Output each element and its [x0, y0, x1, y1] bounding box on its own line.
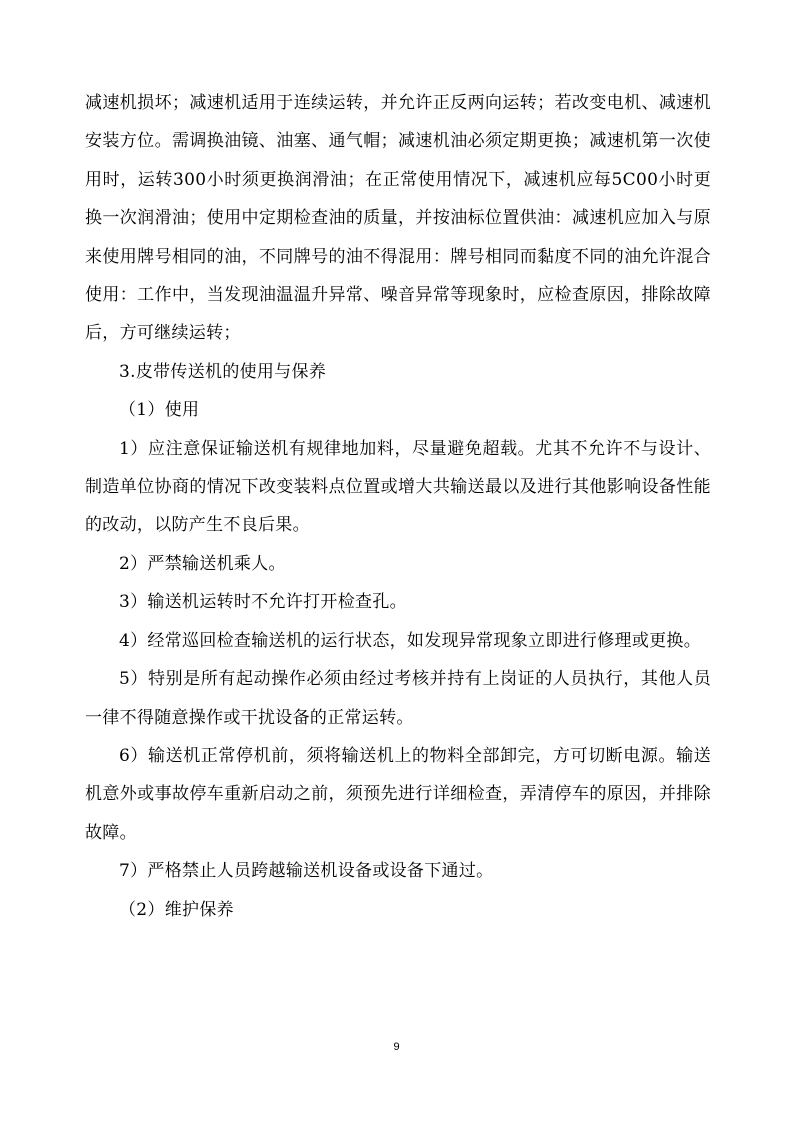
- list-item-6: 6）输送机正常停机前，须将输送机上的物料全部卸完，方可切断电源。输送机意外或事故停车重新启动之前，须预先进行详细检查，弄清停车的原因，并排除故障。: [85, 745, 711, 843]
- document-body: [85, 84, 711, 929]
- paragraph-reducer-maintenance: 减速机损坏；减速机适用于连续运转，并允许正反两向运转；若改变电机、减速机安装方位。需调换油镜、油塞、通气帽；减速机油必须定期更换；减速机第一次使用时，运转300小时须更换润滑油；在正常使用情况下，减速机应每5C00小时更换一次润滑油；使用中定期检查油的质量，并按油标位置供油：减速机应加入与原来使用牌号相同的油，不同牌号的油不得混用：牌号相同而黏度不同的油允许混合使用：工作中，当发现油温温升异常、噪音异常等现象时，应检查原因，排除故障后，方可继续运转；: [85, 93, 711, 344]
- subsection-heading-maintenance: （2）维护保养: [119, 899, 234, 920]
- section-heading-belt-conveyor: 3.皮带传送机的使用与保养: [119, 361, 327, 382]
- list-item-7: 7）严格禁止人员跨越输送机设备或设备下通过。: [119, 861, 494, 882]
- list-item-1: 1）应注意保证输送机有规律地加料，尽量避免超载。尤其不允许不与设计、制造单位协商的情况下改变装料点位置或增大共输送最以及进行其他影响设备性能的改动，以防产生不良后果。: [85, 438, 711, 536]
- list-item-2: 2）严禁输送机乘人。: [119, 553, 286, 574]
- list-item-3: 3）输送机运转时不允许打开检查孔。: [119, 592, 407, 613]
- subsection-heading-usage: （1）使用: [119, 400, 200, 421]
- page-number: 9: [393, 1041, 400, 1053]
- list-item-5: 5）特别是所有起动操作必须由经过考核并持有上岗证的人员执行，其他人员一律不得随意操作或干扰设备的正常运转。: [85, 669, 711, 728]
- list-item-4: 4）经常巡回检查输送机的运行状态，如发现异常现象立即进行修理或更换。: [119, 630, 702, 651]
